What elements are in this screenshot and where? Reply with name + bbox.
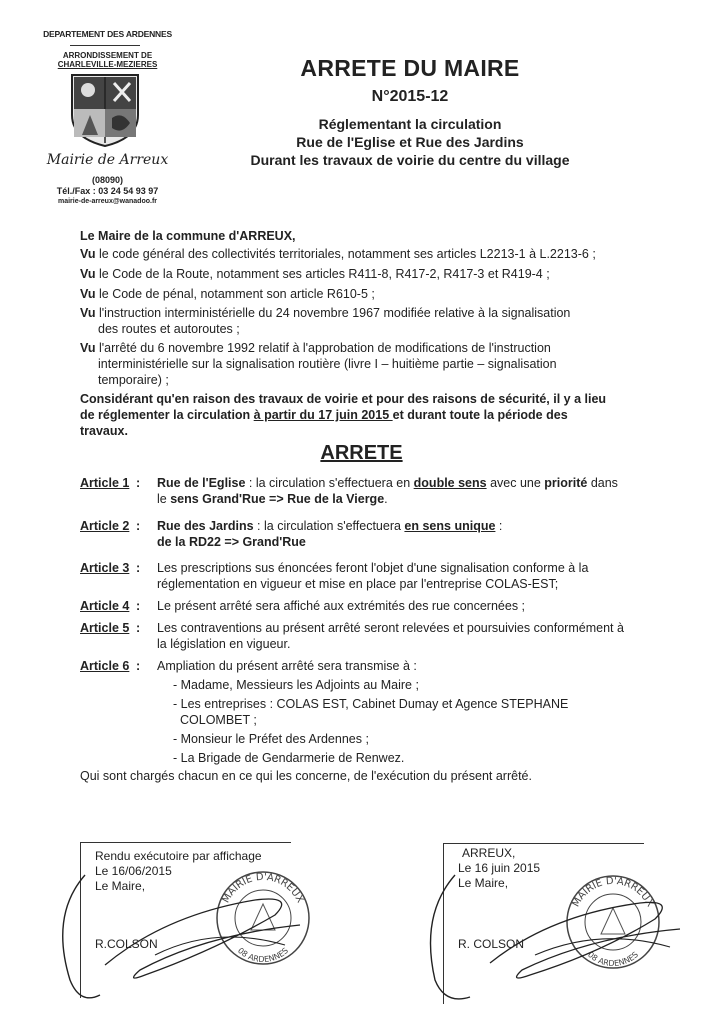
handwritten-signature-left: [45, 855, 315, 1010]
arrondissement-line1: ARRONDISSEMENT DE: [62, 51, 153, 60]
list-item: COLOMBET ;: [180, 713, 257, 727]
vu-keyword: Vu: [80, 287, 96, 301]
article-text: le: [157, 492, 171, 506]
considerant-line3: travaux.: [80, 424, 128, 438]
signature-left-name: R.COLSON: [95, 937, 158, 951]
article-label: Article 5: [80, 621, 130, 635]
signature-right-line2: Le 16 juin 2015: [458, 861, 541, 875]
article-colon: :: [136, 476, 141, 490]
emphasis: double sens: [413, 476, 487, 490]
article-5-text: la législation en vigueur.: [157, 637, 291, 651]
handwritten-signature-right: [410, 855, 690, 1010]
article-6-text: Ampliation du présent arrêté sera transmise à :: [157, 659, 417, 673]
vu-item: [80, 266, 680, 282]
considerant-date: à partir du 17 juin 2015: [253, 408, 393, 422]
subject-line3: Durant les travaux de voirie du centre du village: [250, 152, 570, 168]
email-address: mairie-de-arreux@wanadoo.fr: [57, 198, 158, 205]
closing-statement: Qui sont chargés chacun en ce qui les concerne, de l'exécution du présent arrêté.: [80, 769, 532, 783]
stamp-text: MAIRIE D'ARREUX: [570, 875, 656, 909]
article-2-text: de la RD22 => Grand'Rue: [157, 535, 306, 549]
maire-intro-text: Le Maire de la commune d'ARREUX,: [80, 229, 296, 243]
street-name: Rue de l'Eglise: [157, 476, 246, 490]
signature-right-name: R. COLSON: [458, 937, 525, 951]
article-colon: :: [136, 519, 141, 533]
signature-left-line2: Le 16/06/2015: [95, 864, 172, 878]
arrondissement-line2: CHARLEVILLE-MEZIERES: [57, 60, 158, 69]
emphasis: priorité: [544, 476, 588, 490]
list-item: - Madame, Messieurs les Adjoints au Maire ;: [173, 678, 419, 692]
vu-text: l'arrêté du 6 novembre 1992 relatif à l'approbation de modifications de l'instruction: [99, 341, 551, 355]
arrete-number: N°2015-12: [371, 88, 449, 105]
list-item: - La Brigade de Gendarmerie de Renwez.: [173, 751, 405, 765]
vu-text: l'instruction interministérielle du 24 novembre 1967 modifiée relative à la signalisation: [99, 306, 571, 320]
signature-left-line3: Le Maire,: [95, 879, 146, 893]
postal-code: (08090): [91, 175, 124, 185]
article-text: :: [495, 519, 503, 533]
vu-text: le code général des collectivités territoriales, notamment ses articles L2213-1 à L.2213-6 ;: [99, 247, 596, 261]
article-label: Article 6: [80, 659, 130, 673]
coat-of-arms-logo: [70, 73, 140, 148]
letterhead-divider: [70, 45, 140, 46]
vu-continuation: temporaire) ;: [98, 373, 169, 387]
vu-text: le Code de pénal, notamment son article R610-5 ;: [99, 287, 375, 301]
article-text: avec une: [486, 476, 545, 490]
vu-continuation: des routes et autoroutes ;: [98, 322, 240, 336]
vu-item: [80, 340, 680, 356]
signature-right-line3: Le Maire,: [458, 876, 509, 890]
article-3-text: réglementation en vigueur et mise en place par l'entreprise COLAS-EST;: [157, 577, 559, 591]
vu-keyword: Vu: [80, 341, 96, 355]
stamp-text: 08 ARDENNES: [235, 946, 291, 965]
article-colon: :: [136, 659, 141, 673]
article-3-text: Les prescriptions sus énoncées feront l'objet d'une signalisation conforme à la: [157, 561, 589, 575]
stamp-text: 08 ARDENNES: [585, 950, 641, 969]
vu-text: le Code de la Route, notamment ses articles R411-8, R417-2, R417-3 et R419-4 ;: [99, 267, 550, 281]
list-item: - Monsieur le Préfet des Ardennes ;: [173, 732, 369, 746]
subject-line1: Réglementant la circulation: [318, 116, 502, 132]
maire-intro: [80, 228, 680, 244]
article-2-text: [157, 518, 672, 534]
stamp-text: MAIRIE D'ARREUX: [220, 871, 306, 905]
article-text: .: [384, 492, 388, 506]
document-title: ARRETE DU MAIRE: [300, 55, 520, 81]
signature-right-line1: ARREUX,: [462, 846, 516, 860]
article-colon: :: [136, 561, 141, 575]
article-text: dans: [587, 476, 618, 490]
article-label: Article 4: [80, 599, 130, 613]
article-4-text: Le présent arrêté sera affiché aux extrémités des rue concernées ;: [157, 599, 526, 613]
article-colon: :: [136, 621, 141, 635]
vu-item: [80, 305, 680, 321]
article-label: Article 1: [80, 476, 130, 490]
vu-keyword: Vu: [80, 267, 96, 281]
street-name: Rue des Jardins: [157, 519, 254, 533]
article-text: : la circulation s'effectuera en: [245, 476, 414, 490]
mairie-name: Mairie de Arreux: [46, 152, 169, 168]
vu-continuation: interministérielle sur la signalisation routière (livre I – huitième partie – signalisation: [98, 357, 557, 371]
considerant-text: et durant toute la période des: [392, 408, 568, 422]
emphasis: sens Grand'Rue => Rue de la Vierge: [170, 492, 385, 506]
subject-line2: Rue de l'Eglise et Rue des Jardins: [296, 134, 524, 150]
department-name: DEPARTEMENT DES ARDENNES: [43, 29, 172, 39]
vu-item: [80, 286, 680, 302]
considerant-text: de réglementer la circulation: [80, 408, 254, 422]
article-1-text: [157, 475, 672, 491]
considerant-line1: Considérant qu'en raison des travaux de voirie et pour des raisons de sécurité, il y a lieu: [80, 392, 607, 406]
vu-keyword: Vu: [80, 247, 96, 261]
article-text: : la circulation s'effectuera: [253, 519, 405, 533]
article-1-text: [157, 491, 672, 507]
article-colon: :: [136, 599, 141, 613]
list-item: - Les entreprises : COLAS EST, Cabinet Dumay et Agence STEPHANE: [173, 697, 569, 711]
article-5-text: Les contraventions au présent arrêté seront relevées et poursuivies conformément à: [157, 621, 624, 635]
phone-fax: Tél./Fax : 03 24 54 93 97: [56, 186, 159, 196]
emphasis: en sens unique: [404, 519, 496, 533]
arrete-heading: ARRETE: [320, 442, 403, 464]
vu-keyword: Vu: [80, 306, 96, 320]
vu-item: [80, 246, 680, 262]
article-label: Article 2: [80, 519, 130, 533]
considerant-line2: [80, 407, 680, 423]
article-label: Article 3: [80, 561, 130, 575]
signature-left-line1: Rendu exécutoire par affichage: [95, 849, 262, 863]
